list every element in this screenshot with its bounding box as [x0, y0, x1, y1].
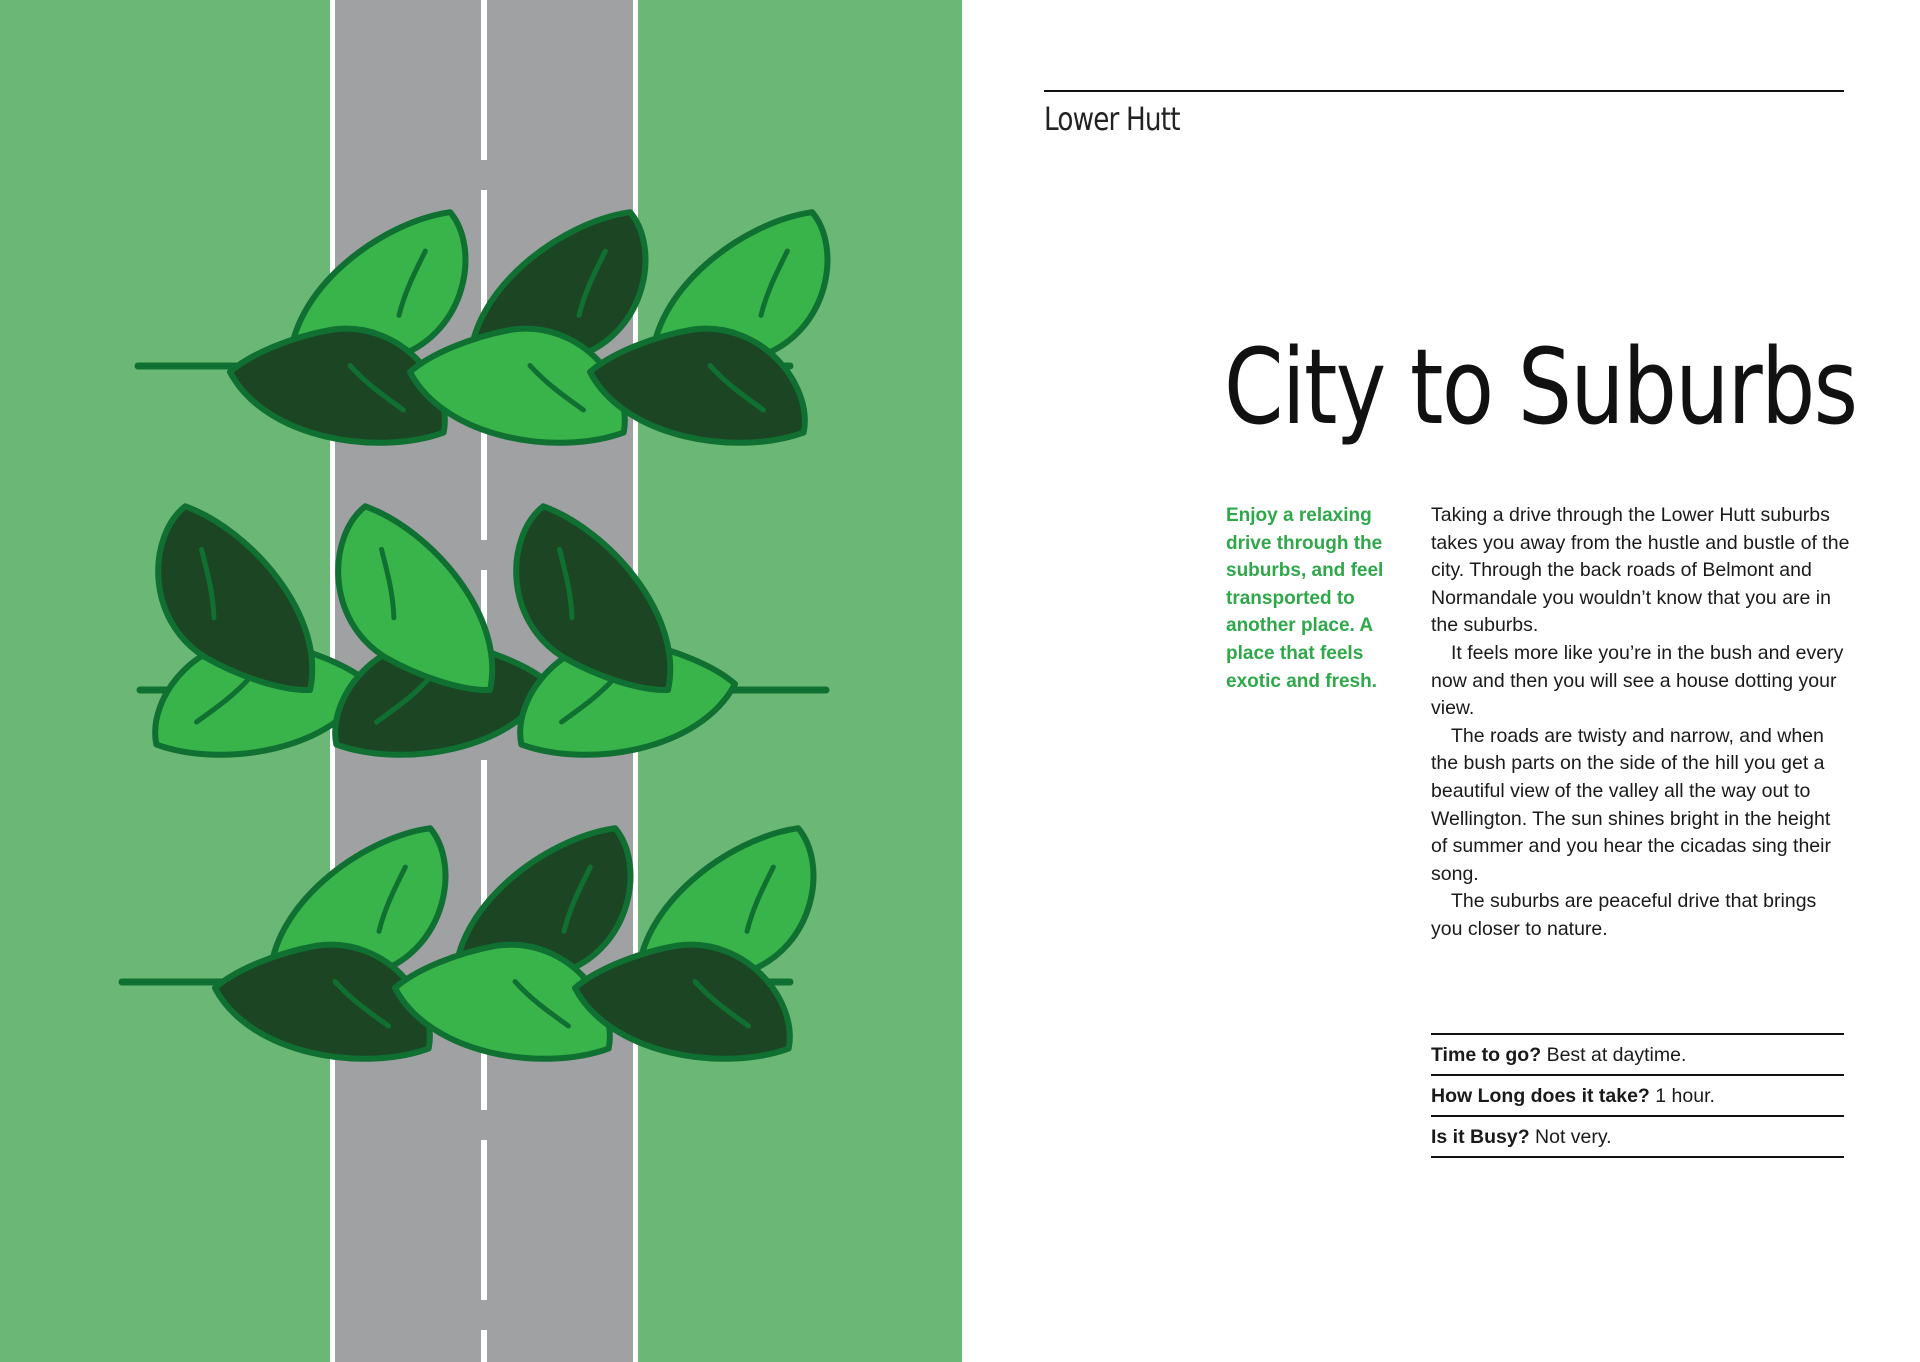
road-center-dash — [481, 760, 487, 920]
fact-question: Time to go? — [1431, 1044, 1542, 1066]
pull-quote: Enjoy a relaxing drive through the suburbs, and feel transported to another place. A place that feels exotic and fresh. — [1226, 505, 1384, 692]
section-label: Lower Hutt — [1044, 100, 1180, 138]
article-body — [1431, 502, 1851, 944]
fact-row-duration — [1431, 1076, 1844, 1117]
fact-question: How Long does it take? — [1431, 1085, 1650, 1107]
road-center-dash — [481, 0, 487, 160]
fact-row-busy — [1431, 1117, 1844, 1158]
top-rule — [1044, 90, 1844, 92]
fact-answer: 1 hour. — [1655, 1085, 1715, 1107]
road-center-dash — [481, 1330, 487, 1362]
road-center-dash — [481, 1140, 487, 1300]
fact-question: Is it Busy? — [1431, 1126, 1530, 1148]
fact-row-time — [1431, 1035, 1844, 1076]
body-paragraph: The suburbs are peaceful drive that brings you closer to nature. — [1431, 890, 1817, 940]
facts-list — [1431, 1033, 1844, 1158]
fact-answer: Not very. — [1535, 1126, 1612, 1148]
article-page — [962, 0, 1920, 1362]
article-title: City to Suburbs — [1224, 326, 1857, 448]
body-paragraph: It feels more like you’re in the bush and every now and then you will see a house dotting your view. — [1431, 641, 1844, 720]
body-paragraph: The roads are twisty and narrow, and when the bush parts on the side of the hill you get a beautiful view of the valley all the way out to Wellington. The sun shines bright in the height of summer and you hear the cicadas sing their song. — [1431, 724, 1831, 885]
body-paragraph: Taking a drive through the Lower Hutt suburbs takes you away from the hustle and bustle of the city. Through the back roads of Belmont and Normandale you wouldn’t know that you are in the suburbs. — [1431, 504, 1850, 637]
fact-answer: Best at daytime. — [1546, 1044, 1687, 1066]
